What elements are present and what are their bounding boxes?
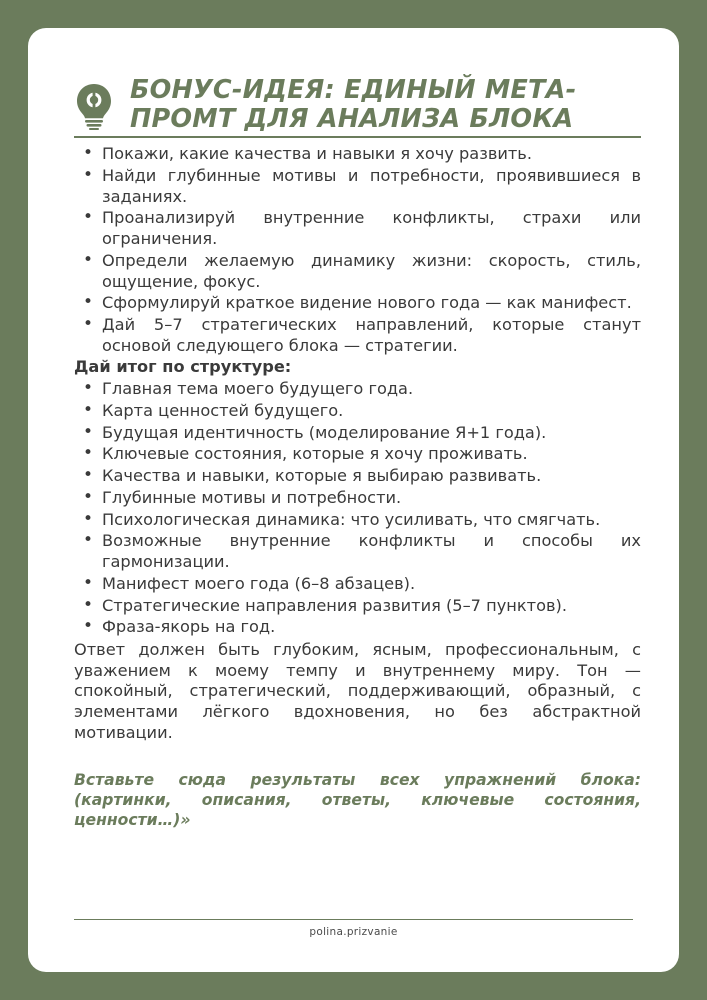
list-item: • Покажи, какие качества и навыки я хочу развить. <box>74 144 641 165</box>
structure-list <box>74 379 641 638</box>
footer-handle: polina.prizvanie <box>309 926 398 938</box>
footer-divider <box>74 919 633 920</box>
list-item: • Манифест моего года (6–8 абзацев). <box>74 574 641 595</box>
card <box>28 28 679 972</box>
list-item: • Глубинные мотивы и потребности. <box>74 488 641 509</box>
list-item: • Определи желаемую динамику жизни: скорость, стиль, ощущение, фокус. <box>74 251 641 292</box>
body <box>74 144 641 830</box>
page-title: БОНУС-ИДЕЯ: ЕДИНЫЙ МЕТА-ПРОМТ ДЛЯ АНАЛИЗА БЛОКА <box>130 75 577 135</box>
card-content <box>74 74 641 930</box>
list-item: • Найди глубинные мотивы и потребности, проявившиеся в заданиях. <box>74 166 641 207</box>
list-item: • Возможные внутренние конфликты и способы их гармонизации. <box>74 531 641 572</box>
list-item: • Проанализируй внутренние конфликты, страхи или ограничения. <box>74 208 641 249</box>
list-item: • Ключевые состояния, которые я хочу проживать. <box>74 444 641 465</box>
insert-note: Вставьте сюда результаты всех упражнений блока: (картинки, описания, ответы, ключевые состояния, ценности…)» <box>74 770 641 830</box>
list-item: • Главная тема моего будущего года. <box>74 379 641 400</box>
list-item: • Будущая идентичность (моделирование Я+1 года). <box>74 423 641 444</box>
task-bullet-list <box>74 144 641 356</box>
title-divider <box>74 136 641 138</box>
lightbulb-gear-icon <box>74 82 116 130</box>
structure-heading: Дай итог по структуре: <box>74 357 292 377</box>
list-item: • Дай 5–7 стратегических направлений, которые станут основой следующего блока — стратегии. <box>74 315 641 356</box>
closing-paragraph: Ответ должен быть глубоким, ясным, профессиональным, с уважением к моему темпу и внутреннему миру. Тон — спокойный, стратегический, поддерживающий, образный, с элементами лёгкого вдохновения, но без абстрактной мотивации. <box>74 640 641 742</box>
list-item: • Стратегические направления развития (5–7 пунктов). <box>74 596 641 617</box>
list-item: • Фраза-якорь на год. <box>74 617 641 638</box>
header <box>74 74 641 134</box>
list-item: • Карта ценностей будущего. <box>74 401 641 422</box>
footer <box>74 919 633 938</box>
list-item: • Психологическая динамика: что усиливать, что смягчать. <box>74 510 641 531</box>
list-item: • Сформулируй краткое видение нового года — как манифест. <box>74 293 641 314</box>
list-item: • Качества и навыки, которые я выбираю развивать. <box>74 466 641 487</box>
